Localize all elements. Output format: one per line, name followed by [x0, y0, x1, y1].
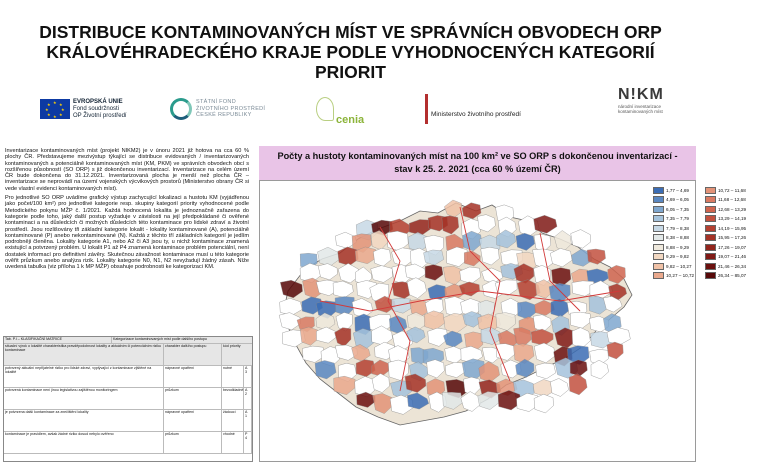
matrix-cell: bezodkladně	[222, 388, 244, 409]
orp-district	[534, 215, 557, 233]
legend-swatch	[705, 234, 716, 241]
matrix-caption-left: Tab. P.I – KLASIFIKAČNÍ MATRICE	[4, 337, 112, 343]
map-title	[259, 146, 696, 180]
intro-paragraph-2: Pro jednotlivé SO ORP uvádíme grafický výstup zachycující lokalizaci a hustotu KM (vyjádřenou jako počet/100 km²) pro jednotlivé kategorie resp. skupiny kategorií priority vyhodnocené podle Metodického pokynu MŽP č. 1/2021. Každá hodnocená lokalita je jednoznačně zařazena do kategorie podle toho, jaký další postup vyžaduje v závislosti na její předpokládané či ověřené kontaminaci a na důsledcích či možných důsledcích této kontaminace pro lidské zdraví a životní prostředí. Jsou rozlišovány tři základní kategorie lokalit - lokality kontaminované (A), potenciálně kontaminované (P) anebo nekontaminované (N). Každá z těchto tří základních kategorií je jedlím podrobněji členěna. Lokality kategorie A1, nebo A2 či A3 jsou ty, u nichž kontaminace znamená existující a potvrzený problém. U lokalit P1 až P4 znamená kontaminace problém potenciální, není dostatek informací pro definitivní závěry. Skutečnou závažnost kontaminace musí u této kategorie ověřit průzkum anebo analýza rizik. Lokality kategorie N0, N1, N2 nevyžadují žádný zásah. Níže uvedená tabulka (viz příloha 1 k MP MŽP) obsahuje podrobnosti ke kategorizaci KM.	[5, 195, 249, 271]
legend-item	[705, 196, 761, 204]
legend-swatch	[705, 215, 716, 222]
legend-label: 6,05 – 7,35	[666, 206, 689, 212]
legend-swatch	[653, 234, 664, 241]
legend-swatch	[705, 253, 716, 260]
legend-label: 8,38 – 8,88	[666, 235, 689, 240]
legend-swatch	[705, 196, 716, 203]
matrix-cell: A 3	[244, 366, 252, 387]
matrix-cell: nápravné opatření	[164, 410, 222, 431]
legend-label: 11,68 – 12,68	[718, 197, 746, 202]
sfzp-line-1: STÁTNÍ FOND	[196, 99, 236, 106]
legend-swatch	[705, 244, 716, 251]
legend-label: 13,29 – 14,19	[718, 216, 747, 221]
matrix-cell: žádoucí	[222, 410, 244, 431]
legend-item	[705, 272, 761, 280]
legend-item	[705, 215, 761, 223]
legend-swatch	[653, 225, 664, 232]
legend-item	[653, 205, 709, 213]
choropleth-map	[260, 181, 695, 461]
eu-line-2: Fond soudržnosti	[73, 105, 120, 112]
legend-item	[705, 224, 761, 232]
sfzp-line-3: ČESKÉ REPUBLIKY	[196, 112, 252, 119]
legend-label: 21,46 – 26,34	[718, 263, 747, 269]
legend-label: 7,79 – 8,38	[666, 225, 689, 231]
orp-district	[550, 378, 568, 396]
matrix-cell: kontaminace je pravidlem, avšak žádné riziko dosud nebylo ověřeno	[4, 432, 164, 453]
map-title-line-1: Počty a hustoty kontaminovaných míst na 100 km² ve SO ORP s dokončenou inventarizací -	[277, 151, 678, 161]
legend-item	[653, 234, 709, 242]
eu-line-1: EVROPSKÁ UNIE	[73, 98, 123, 105]
legend-label: 8,88 – 9,29	[666, 244, 689, 250]
orp-district	[570, 360, 587, 376]
legend-label: 12,68 – 13,29	[718, 206, 747, 212]
legend-swatch	[653, 253, 664, 260]
cenia-logo	[316, 86, 364, 132]
legend-label: 7,35 – 7,79	[666, 216, 689, 221]
matrix-cell: A 1	[244, 410, 252, 431]
title-line-1: DISTRIBUCE KONTAMINOVANÝCH MÍST VE SPRÁVNÍCH OBVODECH ORP	[39, 22, 662, 42]
sfzp-line-2: ŽIVOTNÍHO PROSTŘEDÍ	[196, 105, 266, 112]
page-title	[0, 22, 701, 82]
legend-item	[653, 215, 709, 223]
matrix-row	[4, 366, 252, 388]
eu-logo	[40, 86, 127, 132]
legend-swatch	[705, 187, 716, 194]
orp-district	[534, 394, 553, 413]
legend-item	[705, 205, 761, 213]
orp-district	[535, 363, 555, 379]
legend-swatch	[705, 263, 716, 270]
legend-swatch	[653, 187, 664, 194]
eu-flag-icon: ★ ★ ★ ★ ★ ★ ★ ★	[40, 99, 70, 119]
matrix-row	[4, 410, 252, 432]
matrix-caption-right: Kategorizace kontaminovaných míst podle dalšího postupu	[113, 337, 207, 341]
orp-district	[571, 230, 591, 249]
matrix-cell: průzkum	[164, 388, 222, 409]
logo-row	[0, 86, 701, 136]
orp-district	[569, 374, 587, 395]
legend-item	[705, 253, 761, 261]
legend-swatch	[705, 225, 716, 232]
matrix-cell: potvrzená kontaminace není jinou legislativou zajištěnou monitoringem	[4, 388, 164, 409]
legend-swatch	[653, 263, 664, 270]
mzp-name: Ministerstvo životního prostředí	[431, 110, 521, 118]
nikm-wordmark: N!KM	[618, 86, 664, 103]
legend-item	[653, 262, 709, 270]
legend-swatch	[705, 206, 716, 213]
matrix-body	[4, 366, 252, 454]
orp-district	[591, 360, 609, 379]
mzp-logo	[425, 86, 521, 132]
legend-swatch	[653, 196, 664, 203]
map-frame	[259, 180, 696, 462]
eu-line-3: OP Životní prostředí	[73, 112, 127, 119]
legend-label: 10,72 – 11,68	[718, 187, 746, 193]
legend-item	[653, 272, 709, 280]
legend-label: 10,27 – 10,72	[666, 273, 695, 278]
legend-label: 26,34 – 85,07	[718, 273, 747, 278]
matrix-cell: je potvrzena další kontaminace za znečištění lokality	[4, 410, 164, 431]
legend-label: 15,95 – 17,26	[718, 235, 747, 240]
title-line-2: KRÁLOVÉHRADECKÉHO KRAJE PODLE VYHODNOCENÝCH KATEGORIÍ	[46, 42, 655, 62]
legend-label: 19,07 – 21,46	[718, 254, 747, 259]
legend-label: 14,19 – 15,95	[718, 225, 747, 231]
nikm-logo	[618, 86, 664, 132]
matrix-col-1-head: situační výrok o lokalitě charakteristika pravděpodobnost lokality a aktuálním či potenciálním riziku kontaminace	[4, 344, 164, 365]
legend-item	[653, 224, 709, 232]
matrix-col-3-head: kód priority	[223, 344, 241, 348]
legend-item	[705, 234, 761, 242]
matrix-cell: nutné	[222, 366, 244, 387]
matrix-cell: potvrzený aktuální nepřijatelné riziko pro lidské zdraví, vyplývající z kontaminace zjištěné na lokalitě	[4, 366, 164, 387]
mzp-bar-icon	[425, 94, 428, 124]
legend-item	[653, 186, 709, 194]
cenia-leaf-icon	[316, 97, 334, 121]
legend-label: 17,26 – 19,07	[718, 244, 747, 250]
legend-swatch	[653, 206, 664, 213]
matrix-cell: průzkum	[164, 432, 222, 453]
legend-item	[653, 253, 709, 261]
cenia-wordmark: cenia	[336, 114, 365, 126]
legend-item	[705, 186, 761, 194]
matrix-row	[4, 432, 252, 454]
orp-district	[587, 249, 605, 264]
nikm-sub-2: kontaminovaných míst	[618, 109, 663, 114]
matrix-cell: A 2	[244, 388, 252, 409]
legend-swatch	[653, 272, 664, 279]
intro-paragraph-1: Inventarizace kontaminovaných míst (projekt NIKM2) je v únoru 2021 již hotova na cca 60 % plochy ČR. Představujeme mezivýstup týkající se distribuce evidovaných / inventarizovaných kontaminovaných a potenciálně kontaminovaných míst (KM, PKM) ve správních obvodech obcí s rozšířenou působností (SO ORP) s již dokončenou inventarizací. Inventarizace na celém území ČR bude dokončena do 31.12.2021. Inventarizovaná plocha je menší než plocha ČR – inventarizace se neprovádí na území vojenských výcvikových prostorů (Ministerstvo obrany ČR si vede vlastní evidenci kontaminovaných míst).	[5, 148, 249, 192]
map-title-line-2: stav k 25. 2. 2021 (cca 60 % území ČR)	[394, 164, 561, 174]
legend-swatch	[653, 215, 664, 222]
sfzp-logo	[170, 86, 265, 132]
legend-item	[705, 262, 761, 270]
title-line-3: PRIORIT	[315, 62, 386, 82]
matrix-cell: vhodné	[222, 432, 244, 453]
nikm-sub-1: národní inventarizace	[618, 104, 662, 109]
legend-swatch	[653, 244, 664, 251]
matrix-row	[4, 388, 252, 410]
legend-swatch	[705, 272, 716, 279]
legend-label: 4,69 – 6,05	[666, 197, 689, 202]
legend-label: 9,82 – 10,27	[666, 263, 692, 269]
matrix-cell: P 4	[244, 432, 252, 453]
matrix-col-2-head: charakter dalšího postupu	[164, 344, 222, 365]
matrix-cell: nápravné opatření	[164, 366, 222, 387]
legend-label: 9,29 – 9,82	[666, 254, 689, 259]
legend-label: 1,77 – 4,69	[666, 187, 689, 193]
sfzp-circle-icon	[170, 98, 192, 120]
legend-item	[653, 196, 709, 204]
orp-district	[607, 342, 623, 359]
legend-item	[705, 243, 761, 251]
intro-text	[5, 148, 249, 274]
legend-item	[653, 243, 709, 251]
classification-matrix	[3, 336, 253, 462]
